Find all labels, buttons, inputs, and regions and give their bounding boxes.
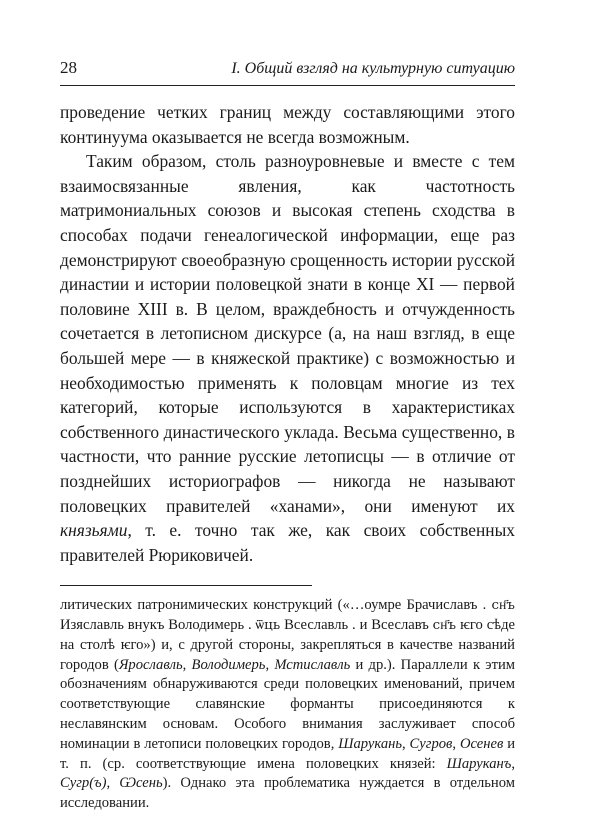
main-text xyxy=(60,100,515,567)
fn-italic-sugr: Сугр(ъ) xyxy=(60,775,107,792)
fn-seg-3: Всеславль . и Всеславъ xyxy=(280,617,433,634)
page-number: 28 xyxy=(60,58,77,77)
paragraph-1: проведение четких границ между составляющими этого континуума оказывается не всегда возможным. xyxy=(60,102,515,147)
fn-seg-8: , xyxy=(402,735,410,752)
fn-italic-sharukan-city: Шарукань xyxy=(338,735,402,752)
fn-seg-10: и т. п. (ср. соответствующие имена половецких князей: xyxy=(60,735,516,772)
fn-seg-4: ѥго сѣде на столѣ ѥго») и, с другой стороны, закрепляться в качестве названий городов ( xyxy=(60,617,515,673)
fn-italic-sugrov: Сугров xyxy=(409,735,453,752)
footnote xyxy=(60,596,515,814)
fn-italic-sharukan-prince: Шаруканъ xyxy=(446,755,512,772)
italic-term-knyazyami: князьями xyxy=(60,520,128,541)
book-page xyxy=(60,58,515,814)
fn-slavonic-2: ѿць xyxy=(255,618,281,634)
footnote-separator xyxy=(60,585,312,586)
fn-slavonic-1: сн҃ъ xyxy=(491,598,515,614)
fn-italic-osenev: Осенев xyxy=(459,735,504,752)
fn-seg-2: Изяславль внукъ Володимерь . xyxy=(60,617,256,634)
fn-italic-yaroslavl: Ярославль xyxy=(118,656,183,673)
fn-seg-11: , xyxy=(511,755,515,772)
fn-italic-mstislavl: Мстиславль xyxy=(274,656,351,673)
footnote-text xyxy=(60,596,515,814)
fn-seg-6: , xyxy=(265,656,275,673)
paragraph-2-ending: , т. е. точно так же, как своих собственных правителей Рюриковичей. xyxy=(60,520,515,565)
fn-seg-13: ). Однако эта проблематика нуждается в отдельном исследовании. xyxy=(60,775,515,812)
fn-seg-7: и др.). Параллели к этим обозначениям обнаруживаются среди половецких именований, причем соответствующие славянские форманты присоединяются к неславянским основам. Особого внимания заслуживает способ номинации в летописи половецких городов, xyxy=(60,656,515,752)
running-title: I. Общий взгляд на культурную ситуацию xyxy=(231,60,515,77)
running-header xyxy=(60,58,515,86)
fn-slavonic-3: сн҃ъ xyxy=(432,618,457,634)
fn-seg-12: , xyxy=(106,775,120,792)
fn-seg-9: , xyxy=(452,735,460,752)
fn-seg-1: литических патронимических конструкций («…оумре Брачиславъ . xyxy=(60,597,492,614)
paragraph-2-text: Таким образом, столь разноуровневые и вместе с тем взаимосвязанные явления, как частотность матримониальных союзов и высокая степень сходства в способах подачи генеалогической информации, еще раз демонстрируют своеобразную срощенность истории русской династии и истории половецкой знати в конце XI — первой половине XIII в. В целом, враждебность и отчужденность сочетается в летописном дискурсе (а, на наш взгляд, в еще большей мере — в княжеской практике) с возможностью и необходимостью применять к половцам многие из тех категорий, которые используются в характеристиках собственного династического уклада. Весьма существенно, в частности, что ранние русские летописцы — в отличие от позднейших историографов — никогда не называют половецких правителей «ханами», они именуют их xyxy=(60,151,515,516)
fn-italic-osen: Ѡсень xyxy=(119,775,163,792)
fn-seg-5: , xyxy=(182,656,192,673)
paragraph-2 xyxy=(60,149,515,567)
fn-italic-volodimer: Володимерь xyxy=(191,656,266,673)
